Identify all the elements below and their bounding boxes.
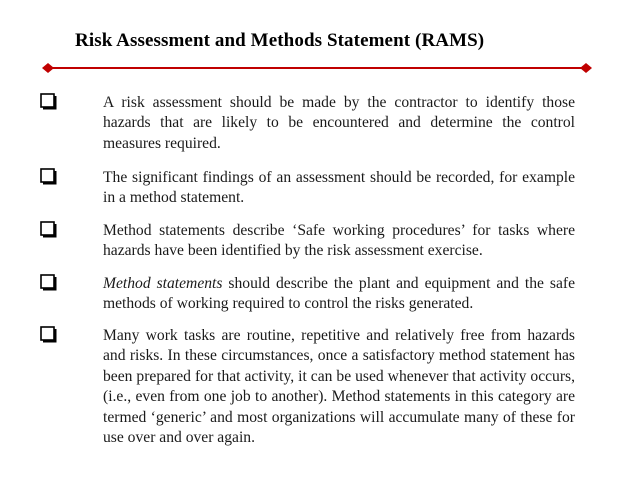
checkbox-bullet-icon — [40, 93, 58, 111]
slide-title: Risk Assessment and Methods Statement (RAMS) — [75, 30, 485, 51]
bullet-text: Method statements describe ‘Safe working procedures’ for tasks where hazards have been identified by the risk assessment exercise. — [103, 222, 575, 260]
checkbox-bullet-icon — [40, 274, 58, 292]
bullet-text: A risk assessment should be made by the contractor to identify those hazards that are likely to be encountered and determine the control measures required. — [103, 94, 575, 152]
bullet-text: Many work tasks are routine, repetitive and relatively free from hazards and risks. In these circumstances, once a satisfactory method statement has been prepared for that activity, it can be used whenever that activity occurs, (i.e., even from one job to another). Method statements in this category are termed ‘generic’ and most organizations will accumulate many of these for use over and over again. — [103, 327, 575, 447]
bullet-text: Method statements should describe the plant and equipment and the safe methods of working required to control the risks generated. — [103, 275, 575, 313]
checkbox-bullet-icon — [40, 326, 58, 344]
checkbox-bullet-icon — [40, 168, 58, 186]
bullet-text: The significant findings of an assessment should be recorded, for example in a method statement. — [103, 169, 575, 207]
checkbox-bullet-icon — [40, 221, 58, 239]
